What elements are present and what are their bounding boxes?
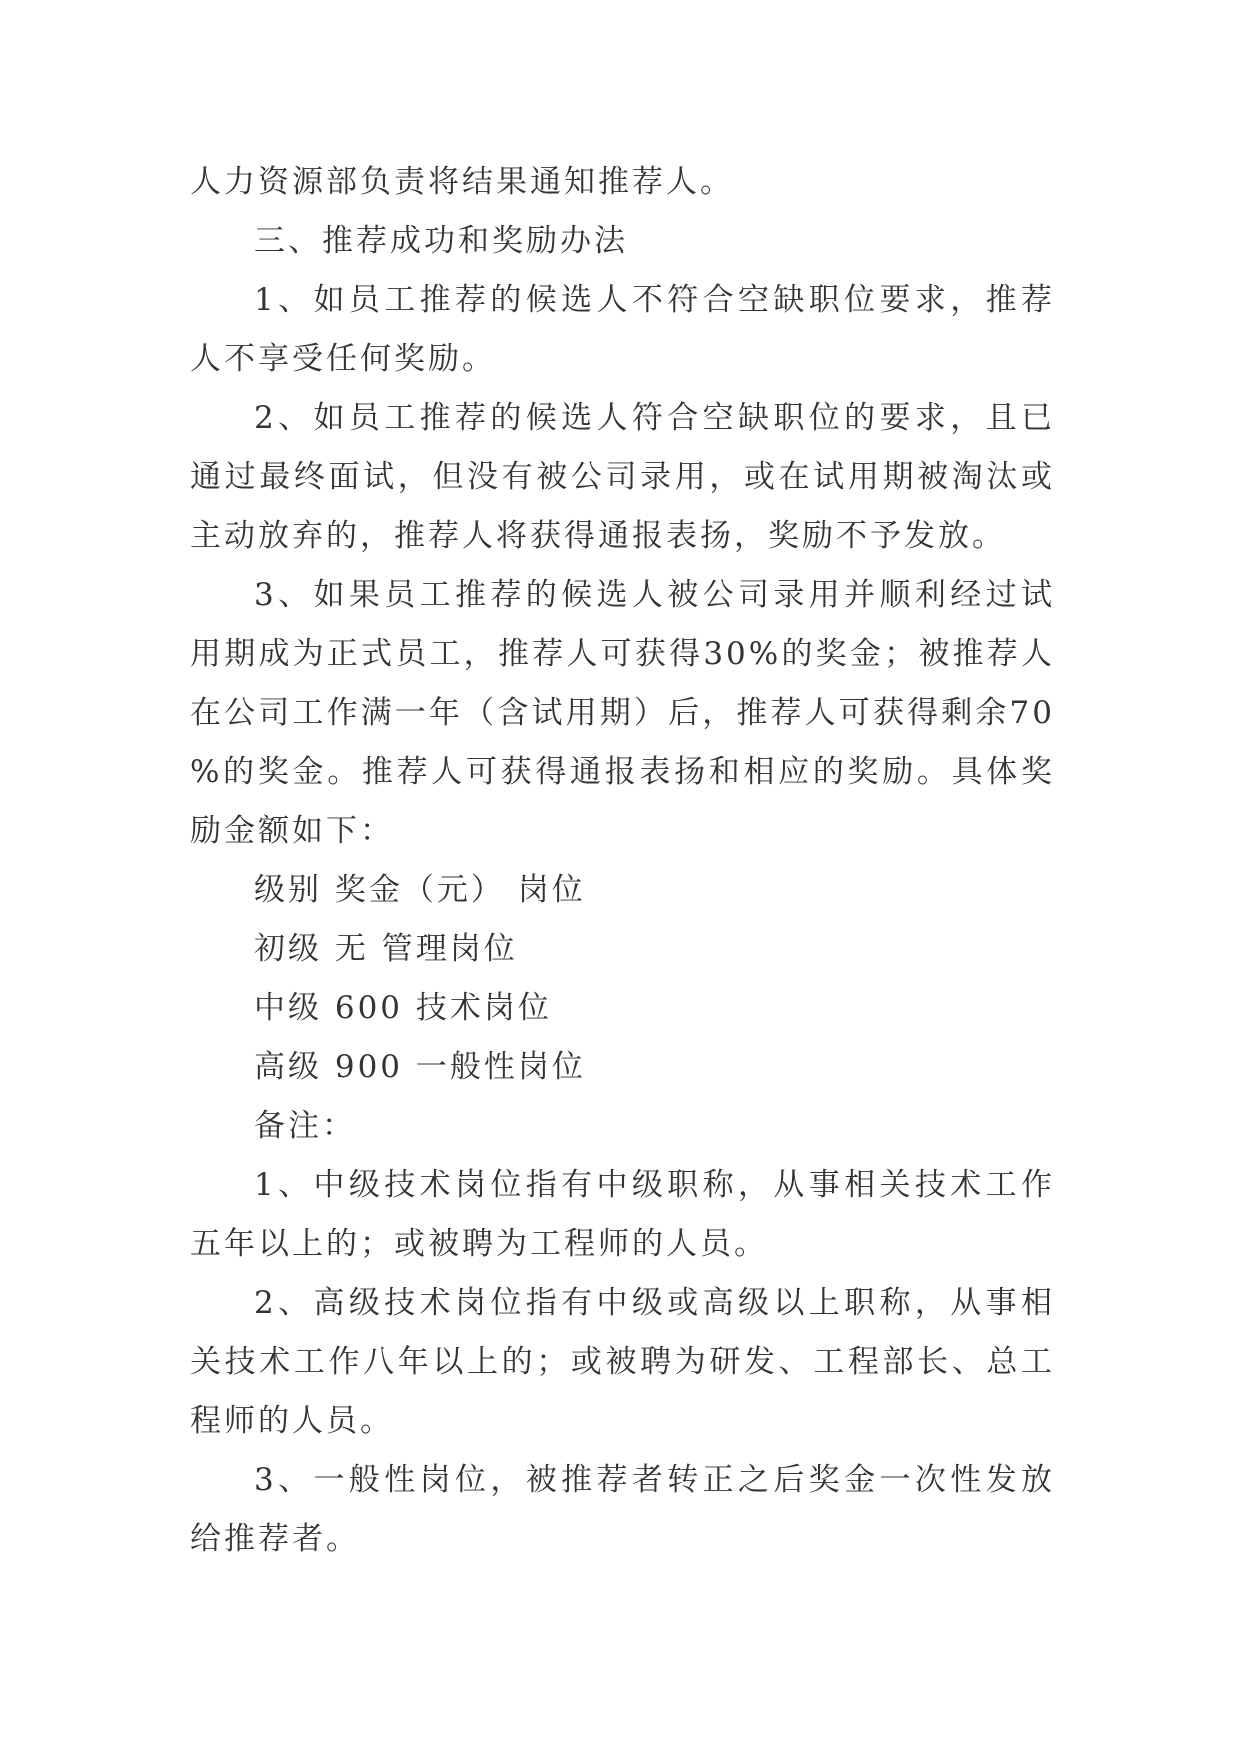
note-item-1: 1、中级技术岗位指有中级职称，从事相关技术工作五年以上的；或被聘为工程师的人员。: [190, 1167, 1055, 1262]
note-item-3: 3、一般性岗位，被推荐者转正之后奖金一次性发放给推荐者。: [190, 1462, 1055, 1557]
note-item-2: 2、高级技术岗位指有中级或高级以上职称，从事相关技术工作八年以上的；或被聘为研发、工程部长、总工程师的人员。: [190, 1285, 1055, 1439]
section-heading-reward-method: 三、推荐成功和奖励办法: [254, 223, 628, 259]
reward-row-intermediate: 中级 600 技术岗位: [254, 990, 552, 1026]
paragraph-item-1: 1、如员工推荐的候选人不符合空缺职位要求，推荐人不享受任何奖励。: [190, 282, 1055, 377]
reward-row-senior: 高级 900 一般性岗位: [254, 1049, 586, 1085]
reward-row-junior: 初级 无 管理岗位: [254, 931, 518, 967]
paragraph-item-2: 2、如员工推荐的候选人符合空缺职位的要求，且已通过最终面试，但没有被公司录用，或在试用期被淘汰或主动放弃的，推荐人将获得通报表扬，奖励不予发放。: [190, 400, 1055, 554]
document-body: [190, 153, 1055, 1569]
reward-table-header: 级别 奖金（元） 岗位: [254, 872, 586, 908]
paragraph-item-3: 3、如果员工推荐的候选人被公司录用并顺利经过试用期成为正式员工，推荐人可获得30%的奖金；被推荐人在公司工作满一年（含试用期）后，推荐人可获得剩余70 %的奖金。推荐人可获得通报表扬和相应的奖励。具体奖励金额如下：: [190, 577, 1055, 849]
notes-heading: 备注：: [254, 1108, 356, 1144]
paragraph-hr-notify: 人力资源部负责将结果通知推荐人。: [190, 164, 734, 200]
